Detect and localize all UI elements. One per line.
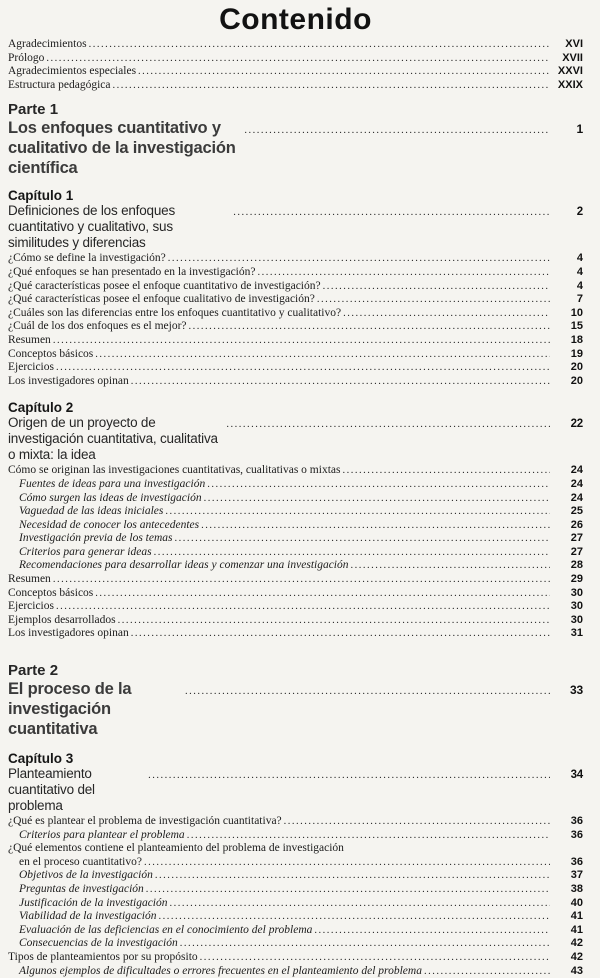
front-matter-row — [8, 38, 583, 52]
entry-label: Los enfoques cuantitativo y cualitativo de la investigación científica — [8, 119, 236, 178]
entry-label: Criterios para plantear el problema — [19, 828, 185, 841]
toc-entry-row — [8, 348, 583, 362]
page-title: Contenido — [219, 3, 372, 36]
toc-entry-row — [8, 627, 583, 641]
page-number: 31 — [570, 627, 583, 640]
entry-label: ¿Cuál de los dos enfoques es el mejor? — [8, 320, 187, 333]
dot-leader — [314, 925, 550, 938]
entry-label: en el proceso cuantitativo? — [19, 855, 142, 868]
page-number: 28 — [570, 559, 583, 572]
entry-label: Agradecimientos especiales — [8, 65, 137, 78]
dot-leader — [185, 682, 550, 702]
part-kicker: Parte 1 — [8, 101, 59, 119]
page-number: 30 — [570, 600, 583, 613]
dot-leader — [144, 857, 550, 870]
toc-entry-row — [8, 293, 583, 307]
page-number: XVI — [565, 38, 583, 50]
dot-leader — [131, 628, 550, 641]
entry-label: Ejercicios — [8, 600, 54, 613]
toc-entry-row — [8, 464, 583, 478]
dot-leader — [244, 121, 550, 141]
entry-label: Cómo surgen las ideas de investigación — [19, 491, 202, 504]
chapter-section — [8, 751, 583, 978]
toc-entry-row — [8, 829, 583, 843]
toc-entry-row — [8, 815, 583, 829]
page-number: 29 — [570, 573, 583, 586]
front-matter-row — [8, 52, 583, 66]
dot-leader — [95, 349, 550, 362]
page-number: 34 — [570, 769, 583, 782]
toc-entry-row — [8, 937, 583, 951]
toc-entry-row — [8, 869, 583, 883]
front-matter-row — [8, 65, 583, 79]
dot-leader — [46, 53, 550, 66]
page-number: 42 — [570, 937, 583, 950]
toc-entry-row — [8, 361, 583, 375]
chapter-title-row — [8, 415, 583, 463]
toc-entry-row — [8, 505, 583, 519]
entry-label: Recomendaciones para desarrollar ideas y comenzar una investigación — [19, 559, 349, 572]
dot-leader — [284, 816, 550, 829]
dot-leader — [342, 465, 550, 478]
page-number: 27 — [570, 532, 583, 545]
chapter-title-row — [8, 766, 583, 814]
page-number: 10 — [570, 306, 583, 319]
entry-label: Definiciones de los enfoques cuantitativo y cualitativo, sus similitudes y diferencias — [8, 203, 176, 251]
entry-label: Viabilidad de la investigación — [19, 910, 157, 923]
page-number: 24 — [570, 464, 583, 477]
page-number: 20 — [570, 361, 583, 374]
page-number: 36 — [570, 828, 583, 841]
entry-label: Evaluación de las deficiencias en el conocimiento del problema — [19, 923, 313, 936]
dot-leader — [155, 870, 550, 883]
toc-entry-row — [8, 492, 583, 506]
entry-label: Prólogo — [8, 51, 45, 64]
entry-label: Ejercicios — [8, 361, 54, 374]
toc-entry-row — [8, 252, 583, 266]
dot-leader — [146, 884, 550, 897]
toc-entry-row — [8, 951, 583, 965]
dot-leader — [200, 952, 550, 965]
toc-entry-row — [8, 842, 583, 856]
toc-entry-row — [8, 600, 583, 614]
dot-leader — [204, 493, 550, 506]
toc-entry-row — [8, 519, 583, 533]
dot-leader — [233, 205, 550, 221]
dot-leader — [201, 520, 550, 533]
part-kicker: Parte 2 — [8, 662, 59, 680]
page-number: 4 — [576, 279, 583, 292]
dot-leader — [53, 574, 550, 587]
page-number: 30 — [570, 586, 583, 599]
entry-label: Algunos ejemplos de dificultades o errores frecuentes en el planteamiento del problema — [19, 964, 422, 977]
page-number: 37 — [570, 869, 583, 882]
page-number: 36 — [570, 815, 583, 828]
dot-leader — [187, 830, 550, 843]
page-number: 41 — [570, 910, 583, 923]
dot-leader — [95, 588, 550, 601]
entry-label: Conceptos básicos — [8, 347, 94, 360]
page-number: XXVI — [557, 65, 583, 78]
chapter-kicker: Capítulo 1 — [8, 188, 74, 204]
entry-label: Vaguedad de las ideas iniciales — [19, 505, 164, 518]
front-matter-row — [8, 79, 583, 93]
entry-label: Ejemplos desarrollados — [8, 613, 116, 626]
dot-leader — [351, 560, 550, 573]
dot-leader — [343, 308, 550, 321]
page-number: 20 — [570, 374, 583, 387]
dot-leader — [138, 66, 550, 79]
chapter-section — [8, 400, 583, 641]
page-number: 4 — [576, 265, 583, 278]
sections-container — [8, 101, 583, 978]
dot-leader — [148, 768, 550, 784]
entry-label: ¿Qué enfoques se han presentado en la investigación? — [8, 265, 256, 278]
page-number: 40 — [570, 896, 583, 909]
toc-entry-row — [8, 307, 583, 321]
page-number: 33 — [570, 683, 583, 698]
toc-entry-row — [8, 897, 583, 911]
dot-leader — [89, 39, 550, 52]
dot-leader — [53, 335, 550, 348]
entry-label: Justificación de la investigación — [19, 896, 168, 909]
entry-label: ¿Qué es plantear el problema de investigación cuantitativa? — [8, 815, 282, 828]
toc-entry-row — [8, 587, 583, 601]
dot-leader — [323, 281, 550, 294]
entry-label: El proceso de la investigación cuantitativa — [8, 680, 132, 739]
page-number: 1 — [576, 122, 583, 137]
entry-label: Consecuencias de la investigación — [19, 937, 178, 950]
entry-label: Cómo se originan las investigaciones cuantitativas, cualitativas o mixtas — [8, 464, 341, 477]
toc-entry-row — [8, 559, 583, 573]
part-section — [8, 101, 583, 178]
toc-entry-row — [8, 965, 583, 978]
dot-leader — [168, 253, 550, 266]
entry-label: ¿Qué elementos contiene el planteamiento del problema de investigación — [8, 842, 344, 855]
dot-leader — [56, 601, 550, 614]
entry-label: Investigación previa de los temas — [19, 532, 173, 545]
page-number: 18 — [570, 333, 583, 346]
entry-label: Conceptos básicos — [8, 586, 94, 599]
toc-entry-row — [8, 573, 583, 587]
entry-label: ¿Cómo se define la investigación? — [8, 252, 166, 265]
dot-leader — [207, 479, 550, 492]
chapter-title-row — [8, 203, 583, 251]
front-matter-list — [8, 38, 583, 92]
page-number: 38 — [570, 883, 583, 895]
dot-leader — [317, 294, 550, 307]
page-number: 24 — [570, 477, 583, 490]
page-number: 41 — [570, 923, 583, 936]
toc-entry-row — [8, 883, 583, 897]
entry-label: Los investigadores opinan — [8, 627, 129, 640]
toc-entry-row — [8, 910, 583, 924]
page-number: 24 — [570, 491, 583, 504]
toc-entry-row — [8, 375, 583, 389]
dot-leader — [424, 966, 550, 978]
entry-label: Origen de un proyecto de investigación cuantitativa, cualitativa o mixta: la idea — [8, 415, 218, 463]
dot-leader — [154, 547, 550, 560]
page-number: 36 — [570, 855, 583, 868]
entry-label: Necesidad de conocer los antecedentes — [19, 518, 200, 531]
chapter-section — [8, 188, 583, 388]
dot-leader — [257, 267, 550, 280]
entry-label: Los investigadores opinan — [8, 374, 129, 387]
entry-label: Tipos de planteamientos por su propósito — [8, 950, 198, 963]
page-number: 22 — [570, 418, 583, 431]
chapter-kicker: Capítulo 3 — [8, 751, 74, 767]
toc-entry-row — [8, 856, 583, 870]
page-number: 2 — [576, 206, 583, 219]
toc-entry-row — [8, 334, 583, 348]
page-number: 19 — [570, 347, 583, 360]
dot-leader — [189, 321, 550, 334]
toc-entry-row — [8, 546, 583, 560]
entry-label: ¿Cuáles son las diferencias entre los enfoques cuantitativo y cualitativo? — [8, 306, 342, 319]
page-number: 43 — [570, 964, 583, 977]
part-section — [8, 662, 583, 739]
page-number: 25 — [570, 505, 583, 518]
entry-label: Objetivos de la investigación — [19, 869, 153, 882]
toc-entry-row — [8, 320, 583, 334]
part-title-row — [8, 679, 583, 739]
page-number: XVII — [562, 51, 583, 64]
toc-entry-row — [8, 266, 583, 280]
dot-leader — [113, 80, 551, 93]
page-number: 27 — [570, 545, 583, 558]
page-number: 30 — [570, 613, 583, 626]
toc-entry-row — [8, 614, 583, 628]
entry-label: Estructura pedagógica — [8, 78, 111, 91]
dot-leader — [118, 615, 550, 628]
dot-leader — [175, 533, 550, 546]
page-number: 15 — [570, 320, 583, 333]
chapter-kicker: Capítulo 2 — [8, 400, 74, 416]
part-title-row — [8, 118, 583, 178]
page-number: 26 — [570, 518, 583, 531]
entry-label: Resumen — [8, 573, 51, 586]
entry-label: Resumen — [8, 333, 51, 346]
page-number: XXIX — [557, 78, 583, 91]
dot-leader — [226, 417, 550, 433]
entry-label: Preguntas de investigación — [19, 883, 144, 895]
dot-leader — [56, 362, 550, 375]
entry-label: ¿Qué características posee el enfoque cuantitativo de investigación? — [8, 279, 321, 292]
dot-leader — [131, 376, 550, 389]
toc-entry-row — [8, 280, 583, 294]
toc-entry-row — [8, 478, 583, 492]
dot-leader — [170, 898, 550, 911]
dot-leader — [180, 938, 550, 951]
entry-label: Fuentes de ideas para una investigación — [19, 477, 206, 490]
page-number: 4 — [576, 252, 583, 265]
dot-leader — [165, 506, 550, 519]
toc-entry-row — [8, 532, 583, 546]
dot-leader — [158, 911, 550, 924]
entry-label: Criterios para generar ideas — [19, 545, 152, 558]
entry-label: Planteamiento cuantitativo del problema — [8, 766, 95, 814]
toc-entry-row — [8, 924, 583, 938]
entry-label: ¿Qué características posee el enfoque cualitativo de investigación? — [8, 293, 315, 306]
page-number: 7 — [576, 293, 583, 306]
entry-label: Agradecimientos — [8, 38, 87, 50]
page-number: 42 — [570, 950, 583, 963]
